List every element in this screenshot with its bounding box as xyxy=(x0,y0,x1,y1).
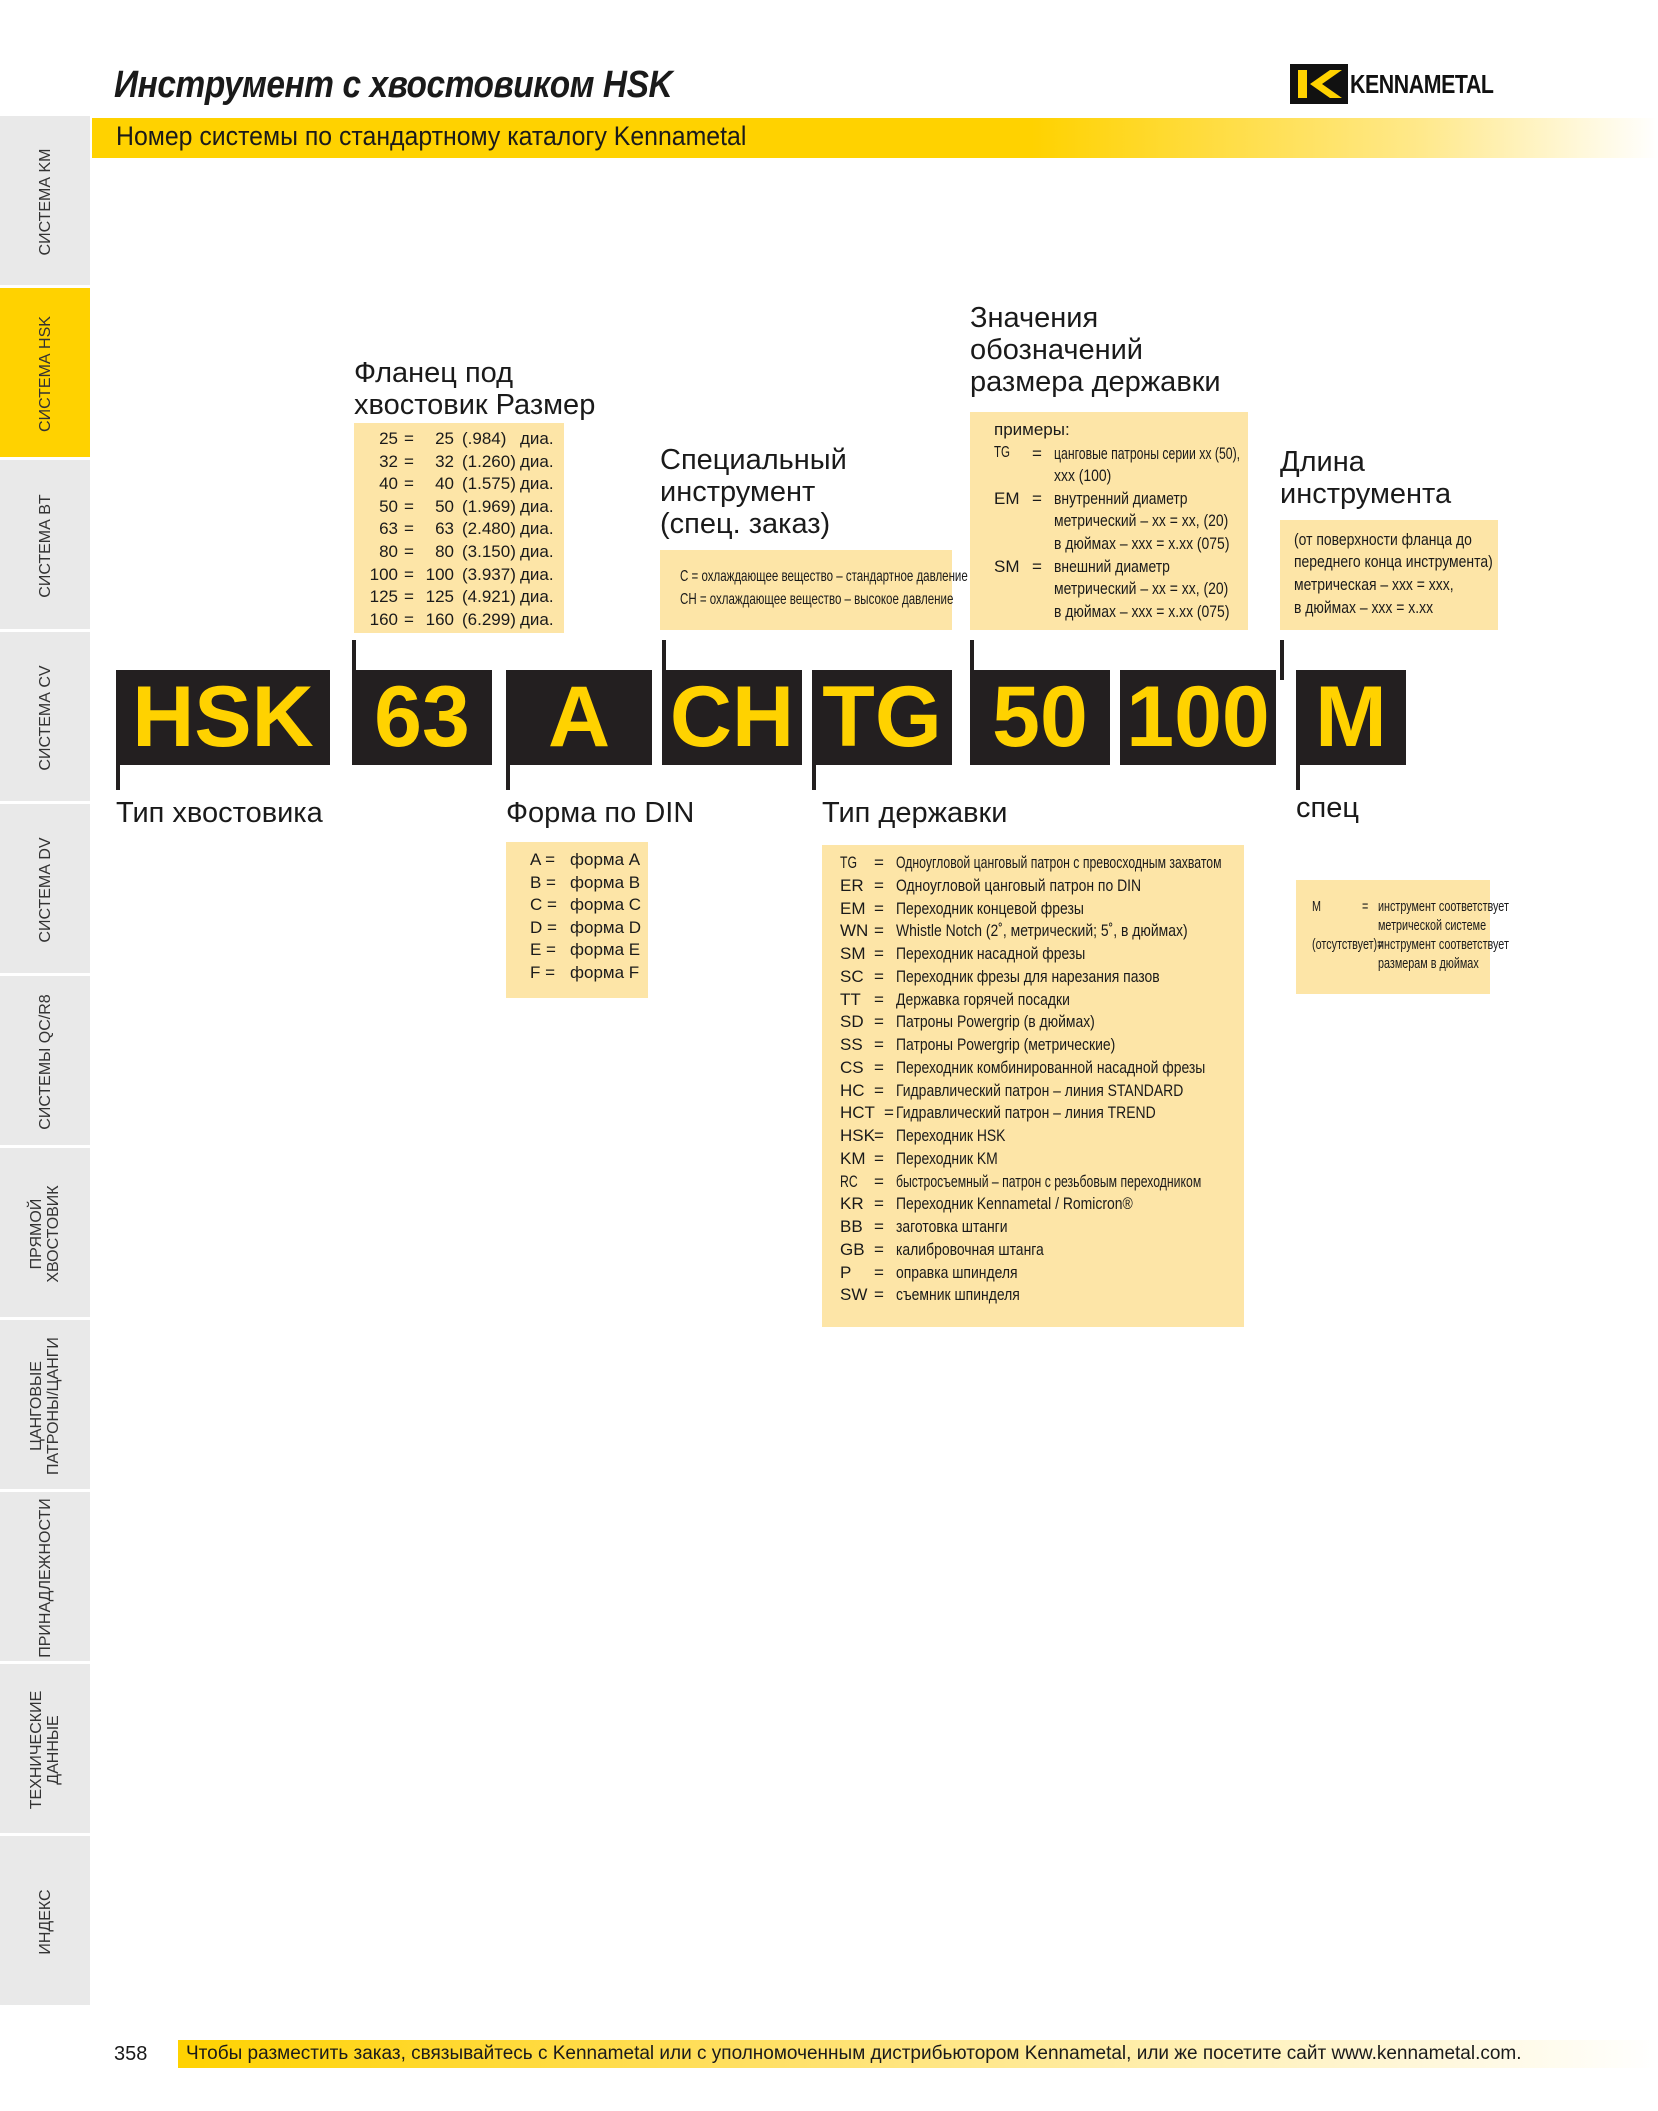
page-subtitle: Номер системы по стандартному каталогу Kennametal xyxy=(116,121,747,151)
holder-size-heading-line: размера державки xyxy=(970,366,1221,398)
holder-type-eq: = xyxy=(884,1103,894,1123)
flange-inch: (1.969) xyxy=(462,496,516,516)
holder-type-eq: = xyxy=(874,1012,884,1032)
holder-type-desc: Гидравлический патрон – линия TREND xyxy=(896,1103,1156,1123)
code-segment-flange: 63 xyxy=(352,670,492,765)
flange-size: 50 xyxy=(435,496,454,516)
code-segment-holder-size: 50 xyxy=(970,670,1110,765)
connector-line xyxy=(812,760,816,790)
flange-unit: диа. xyxy=(520,564,554,584)
flange-unit: диа. xyxy=(520,587,554,607)
holder-type-eq: = xyxy=(874,1080,884,1100)
sidebar-tab-hsk[interactable] xyxy=(0,288,90,460)
holder-type-code: WN xyxy=(840,921,869,941)
holder-type-code: SD xyxy=(840,1012,864,1032)
flange-sizes-box xyxy=(354,423,564,633)
holder-type-eq: = xyxy=(874,1035,884,1054)
sidebar-tab-technical-data[interactable] xyxy=(0,1664,90,1836)
holder-type-code: SW xyxy=(840,1285,868,1305)
din-form-label: форма A xyxy=(570,850,641,869)
spec-line: метрической системе xyxy=(1378,917,1487,934)
holder-type-code: SC xyxy=(840,966,864,986)
din-form-label: форма C xyxy=(570,895,642,915)
holder-type-desc: Переходник Kennametal / Romicron® xyxy=(896,1194,1133,1214)
flange-size: 25 xyxy=(435,429,454,448)
length-line: метрическая – xxx = xxx, xyxy=(1294,575,1454,594)
holder-size-line: внешний диаметр xyxy=(1054,557,1170,576)
din-form-code: E = xyxy=(530,940,556,960)
sidebar-tab-cv[interactable] xyxy=(0,632,90,804)
holder-size-heading-line: Значения xyxy=(970,302,1099,334)
flange-size: 80 xyxy=(435,542,454,561)
holder-type-desc: Whistle Notch (2˚, метрический; 5˚, в дюймах) xyxy=(896,921,1188,941)
special-heading-line: (спец. заказ) xyxy=(660,508,831,540)
spec-line: размерам в дюймах xyxy=(1378,955,1479,972)
connector-line xyxy=(1280,640,1284,680)
code-segment-spec: M xyxy=(1296,670,1406,765)
sidebar-tab-label: СИСТЕМА CV xyxy=(36,665,54,771)
connector-line xyxy=(662,640,666,680)
flange-unit: диа. xyxy=(520,496,554,516)
flange-code: 80 xyxy=(379,542,398,561)
holder-type-code: TT xyxy=(840,989,861,1009)
code-segment-holder-type: TG xyxy=(812,670,952,765)
holder-type-code: KM xyxy=(840,1148,866,1168)
din-form-label: форма D xyxy=(570,917,642,937)
holder-size-code: TG xyxy=(994,444,1010,461)
page-number: 358 xyxy=(114,2043,148,2065)
flange-eq: = xyxy=(404,519,414,539)
holder-type-desc: Одноугловой цанговый патрон по DIN xyxy=(896,875,1142,895)
holder-type-desc: калибровочная штанга xyxy=(896,1239,1044,1259)
flange-size: 125 xyxy=(425,587,454,607)
holder-type-eq: = xyxy=(874,853,884,872)
sidebar-tab-label: ПРЯМОЙ ХВОСТОВИК xyxy=(28,1185,62,1283)
flange-code: 50 xyxy=(379,496,398,516)
connector-line xyxy=(970,640,974,680)
flange-eq: = xyxy=(404,609,414,629)
holder-type-box xyxy=(822,845,1244,1327)
flange-unit: диа. xyxy=(520,609,554,629)
sidebar-tab-label: ЦАНГОВЫЕ ПАТРОНЫ/ЦАНГИ xyxy=(28,1337,62,1475)
holder-size-intro: примеры: xyxy=(994,420,1070,439)
flange-inch: (6.299) xyxy=(462,609,516,629)
flange-inch: (.984) xyxy=(462,429,507,448)
din-form-label: форма E xyxy=(570,940,641,960)
connector-line xyxy=(116,760,120,790)
holder-type-code: CS xyxy=(840,1057,864,1077)
holder-type-desc: Переходник HSK xyxy=(896,1126,1006,1145)
code-segment-shank: HSK xyxy=(116,670,330,765)
holder-type-code: SM xyxy=(840,944,866,963)
sidebar-tab-label: ПРИНАДЛЕЖНОСТИ xyxy=(36,1498,54,1658)
flange-inch: (1.260) xyxy=(462,451,516,471)
length-heading-line: инструмента xyxy=(1280,478,1452,510)
connector-line xyxy=(1296,760,1300,790)
din-form-code: D = xyxy=(530,917,557,937)
holder-size-code: EM xyxy=(994,489,1020,508)
special-heading xyxy=(660,444,847,540)
holder-size-line: метрический – xx = xx, (20) xyxy=(1054,511,1229,530)
din-form-label: форма F xyxy=(570,963,640,982)
holder-size-eq: = xyxy=(1032,444,1042,463)
holder-size-line: xxx (100) xyxy=(1054,466,1112,485)
holder-type-code: TG xyxy=(840,853,857,872)
flange-unit: диа. xyxy=(520,542,554,561)
holder-type-code: ER xyxy=(840,875,864,895)
special-row: CH = охлаждающее вещество – высокое давление xyxy=(680,591,954,608)
holder-type-desc: съемник шпинделя xyxy=(896,1285,1020,1305)
flange-size: 160 xyxy=(425,609,454,629)
sidebar-tabs xyxy=(0,116,90,2008)
holder-type-code: SS xyxy=(840,1035,863,1054)
holder-type-code: HCT xyxy=(840,1103,875,1123)
holder-size-heading-line: обозначений xyxy=(970,334,1143,366)
holder-type-eq: = xyxy=(874,898,884,918)
flange-code: 100 xyxy=(369,564,398,584)
holder-type-code: GB xyxy=(840,1239,865,1259)
sidebar-tab-collet-chucks[interactable] xyxy=(0,1320,90,1492)
special-heading-line: Специальный xyxy=(660,444,847,476)
holder-size-line: метрический – xx = xx, (20) xyxy=(1054,579,1229,598)
flange-size: 32 xyxy=(435,451,454,471)
connector-line xyxy=(506,760,510,790)
holder-type-eq: = xyxy=(874,1262,884,1282)
din-form-code: C = xyxy=(530,895,557,915)
holder-type-code: EM xyxy=(840,898,866,918)
holder-size-line: в дюймах – xxx = x.xx (075) xyxy=(1054,602,1230,621)
sidebar-tab-label: ТЕХНИЧЕСКИЕ ДАННЫЕ xyxy=(28,1690,62,1810)
spec-line: инструмент соответствует xyxy=(1378,898,1509,915)
kennametal-logo xyxy=(1290,62,1525,106)
sidebar-tab-accessories[interactable] xyxy=(0,1492,90,1664)
din-form-heading: Форма по DIN xyxy=(506,797,695,829)
length-line: переднего конца инструмента) xyxy=(1294,552,1493,571)
length-heading xyxy=(1280,446,1451,510)
flange-inch: (3.937) xyxy=(462,564,516,584)
shank-type-heading: Тип хвостовика xyxy=(116,797,323,829)
holder-type-code: BB xyxy=(840,1217,863,1236)
page-title: Инструмент с хвостовиком HSK xyxy=(114,64,673,106)
holder-type-desc: Переходник комбинированной насадной фрезы xyxy=(896,1057,1206,1077)
special-row: C = охлаждающее вещество – стандартное давление xyxy=(680,568,968,585)
spec-line: инструмент соответствует xyxy=(1378,936,1509,953)
flange-unit: диа. xyxy=(520,451,554,471)
length-box xyxy=(1280,520,1498,630)
special-heading-line: инструмент xyxy=(660,476,816,508)
holder-type-desc: заготовка штанги xyxy=(896,1217,1008,1236)
holder-size-eq: = xyxy=(1032,557,1042,576)
holder-size-code: SM xyxy=(994,557,1020,576)
connector-line xyxy=(352,640,356,680)
sidebar-tab-label: СИСТЕМА BT xyxy=(36,494,54,598)
flange-size: 40 xyxy=(435,474,454,494)
holder-type-desc: Переходник насадной фрезы xyxy=(896,944,1086,963)
flange-code: 125 xyxy=(369,587,398,607)
holder-type-heading: Тип державки xyxy=(822,797,1008,829)
holder-type-desc: Одноугловой цанговый патрон с превосходным захватом xyxy=(896,853,1222,872)
flange-code: 32 xyxy=(379,451,398,471)
flange-inch: (2.480) xyxy=(462,519,516,539)
spec-box xyxy=(1296,880,1509,994)
spec-eq: = xyxy=(1362,898,1369,915)
sidebar-tab-label: ИНДЕКС xyxy=(36,1889,54,1955)
holder-type-eq: = xyxy=(874,875,884,895)
flange-eq: = xyxy=(404,564,414,584)
flange-code: 160 xyxy=(369,609,398,629)
spec-code: (отсутствует)= xyxy=(1312,936,1384,953)
footer-text: Чтобы разместить заказ, связывайтесь с Kennametal или с уполномоченным дистрибьютором Kennametal, или же посетите сайт www.kennametal.com. xyxy=(186,2043,1522,2064)
flange-eq: = xyxy=(404,429,414,448)
flange-unit: диа. xyxy=(520,429,554,448)
holder-size-box xyxy=(970,412,1248,630)
sidebar-tab-label: СИСТЕМА KM xyxy=(36,148,54,256)
holder-type-eq: = xyxy=(874,1148,884,1168)
holder-type-desc: Гидравлический патрон – линия STANDARD xyxy=(896,1080,1184,1100)
holder-type-eq: = xyxy=(874,1194,884,1214)
flange-inch: (1.575) xyxy=(462,474,516,494)
sidebar-tab-bt[interactable] xyxy=(0,460,90,632)
holder-type-desc: Переходник фрезы для нарезания пазов xyxy=(896,966,1160,986)
kennametal-k-icon xyxy=(1290,64,1348,104)
holder-type-eq: = xyxy=(874,1285,884,1305)
flange-heading-line: хвостовик Размер xyxy=(354,389,596,421)
holder-size-eq: = xyxy=(1032,489,1042,508)
special-box xyxy=(660,550,968,630)
holder-type-eq: = xyxy=(874,989,884,1009)
holder-type-desc: быстросъемный – патрон с резьбовым переходником xyxy=(896,1171,1202,1191)
flange-unit: диа. xyxy=(520,474,554,494)
flange-unit: диа. xyxy=(520,519,554,539)
din-form-label: форма B xyxy=(570,872,641,892)
holder-size-line: в дюймах – xxx = x.xx (075) xyxy=(1054,534,1230,553)
holder-type-code: HC xyxy=(840,1080,865,1100)
flange-eq: = xyxy=(404,474,414,494)
flange-inch: (3.150) xyxy=(462,542,516,561)
holder-type-desc: Державка горячей посадки xyxy=(896,989,1070,1009)
holder-type-eq: = xyxy=(874,1239,884,1259)
sidebar-tab-label: СИСТЕМЫ QC/R8 xyxy=(36,994,54,1130)
sidebar-tab-label: СИСТЕМА HSK xyxy=(36,316,54,432)
din-form-code: B = xyxy=(530,872,556,892)
din-form-box xyxy=(506,842,648,998)
holder-type-code: HSK xyxy=(840,1126,875,1145)
flange-code: 40 xyxy=(379,474,398,494)
holder-type-eq: = xyxy=(874,966,884,986)
holder-type-desc: Патроны Powergrip (метрические) xyxy=(896,1035,1116,1054)
code-segment-special: CH xyxy=(662,670,802,765)
holder-type-eq: = xyxy=(874,1057,884,1077)
flange-heading-line: Фланец под xyxy=(354,357,514,389)
spec-heading: спец xyxy=(1296,792,1359,824)
holder-type-desc: Переходник KM xyxy=(896,1148,998,1168)
flange-eq: = xyxy=(404,587,414,607)
holder-type-desc: Патроны Powergrip (в дюймах) xyxy=(896,1012,1095,1032)
holder-type-eq: = xyxy=(874,921,884,941)
code-segment-length: 100 xyxy=(1120,670,1276,765)
holder-type-code: KR xyxy=(840,1194,864,1214)
flange-code: 63 xyxy=(379,519,398,539)
sidebar-tab-qc-r8[interactable] xyxy=(0,976,90,1148)
code-segment-din-form: A xyxy=(506,670,652,765)
spec-code: M xyxy=(1312,898,1321,915)
flange-eq: = xyxy=(404,542,414,561)
sidebar-tab-label: СИСТЕМА DV xyxy=(36,837,54,943)
flange-inch: (4.921) xyxy=(462,587,516,607)
sidebar-tab-index[interactable] xyxy=(0,1836,90,2008)
flange-eq: = xyxy=(404,451,414,471)
holder-type-eq: = xyxy=(874,1126,884,1145)
holder-size-line: внутренний диаметр xyxy=(1054,489,1188,508)
length-line: в дюймах – xxx = x.xx xyxy=(1294,598,1434,617)
sidebar-tab-straight-shank[interactable] xyxy=(0,1148,90,1320)
sidebar-tab-km[interactable] xyxy=(0,116,90,288)
holder-size-heading xyxy=(970,302,1221,398)
logo-text: KENNAMETAL xyxy=(1350,68,1494,99)
holder-type-eq: = xyxy=(874,944,884,963)
din-form-code: F = xyxy=(530,963,556,982)
holder-type-eq: = xyxy=(874,1171,884,1191)
flange-size: 100 xyxy=(425,564,454,584)
flange-heading xyxy=(354,357,595,421)
flange-code: 25 xyxy=(379,429,398,448)
flange-size: 63 xyxy=(435,519,454,539)
holder-type-desc: оправка шпинделя xyxy=(896,1262,1018,1282)
holder-type-code: P xyxy=(840,1262,852,1282)
holder-size-line: цанговые патроны серии xx (50), xyxy=(1054,444,1241,463)
flange-eq: = xyxy=(404,496,414,516)
din-form-code: A = xyxy=(530,850,556,869)
holder-type-eq: = xyxy=(874,1217,884,1236)
length-heading-line: Длина xyxy=(1280,446,1365,478)
sidebar-tab-dv[interactable] xyxy=(0,804,90,976)
holder-type-code: RC xyxy=(840,1171,858,1191)
holder-type-desc: Переходник концевой фрезы xyxy=(896,898,1084,918)
length-line: (от поверхности фланца до xyxy=(1294,530,1472,549)
